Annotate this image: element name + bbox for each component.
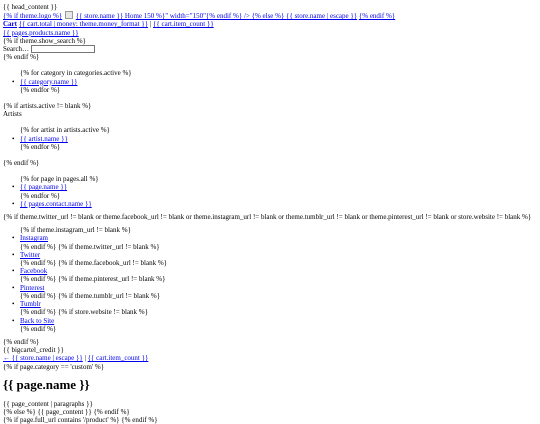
list-item bbox=[20, 284, 537, 300]
arrow-left-icon: ← bbox=[3, 354, 10, 363]
list-item bbox=[20, 317, 537, 333]
search-label: Search… bbox=[3, 45, 30, 54]
list-item bbox=[20, 200, 537, 208]
footer-links-row bbox=[3, 354, 537, 362]
cart-link[interactable]: Cart bbox=[3, 20, 17, 29]
twitter-link[interactable]: Twitter bbox=[20, 250, 41, 259]
pages-list bbox=[3, 183, 537, 191]
cart-separator: | bbox=[149, 20, 152, 29]
cart-total-link[interactable]: {{ cart.total | money: theme.money_format }} bbox=[18, 20, 149, 29]
instagram-endif: {% endif %} bbox=[20, 242, 57, 251]
back-to-site-link[interactable]: Back to Site bbox=[20, 316, 55, 325]
social-list bbox=[3, 234, 537, 332]
pages-endfor: {% endfor %} bbox=[20, 191, 61, 200]
list-item bbox=[20, 251, 537, 267]
categories-for: {% for category in categories.active %} bbox=[20, 69, 132, 78]
website-if: {% if store.website != blank %} bbox=[58, 308, 148, 317]
twitter-if: {% if theme.twitter_url != blank %} bbox=[58, 242, 160, 251]
list-item bbox=[20, 135, 537, 143]
broken-image-icon bbox=[65, 11, 73, 19]
show-search-if: {% if theme.show_search %} bbox=[3, 36, 86, 45]
list-item bbox=[20, 300, 537, 316]
contact-link[interactable]: {{ pages.contact.name }} bbox=[20, 199, 92, 208]
cart-count-link[interactable]: {{ cart.item_count }} bbox=[153, 20, 214, 29]
head-content-text: {{ head_content }} bbox=[3, 3, 58, 11]
category-custom-if: {% if page.category == 'custom' %} bbox=[3, 362, 105, 371]
categories-list bbox=[3, 78, 537, 86]
cart-row bbox=[3, 20, 537, 28]
facebook-endif: {% endif %} bbox=[20, 275, 57, 284]
artists-endif: {% endif %} bbox=[3, 159, 40, 168]
search-input[interactable] bbox=[31, 45, 95, 53]
bigcartel-credit: {{ bigcartel_credit }} bbox=[3, 346, 64, 355]
artists-for: {% for artist in artists.active %} bbox=[20, 126, 110, 135]
page-content-text: {{ page_content | paragraphs }} bbox=[3, 399, 93, 408]
page-title: {{ page.name }} bbox=[3, 376, 90, 392]
instagram-if: {% if theme.instagram_url != blank %} bbox=[20, 226, 131, 235]
social-endif: {% endif %} bbox=[3, 337, 40, 346]
tumblr-endif: {% endif %} bbox=[20, 308, 57, 317]
pinterest-endif: {% endif %} bbox=[20, 291, 57, 300]
list-item bbox=[20, 183, 537, 191]
contact-list bbox=[3, 200, 537, 208]
search-endif: {% endif %} bbox=[3, 53, 40, 62]
page-link[interactable]: {{ page.name }} bbox=[20, 183, 68, 192]
list-item bbox=[20, 78, 537, 86]
artists-list bbox=[3, 135, 537, 143]
pages-for: {% for page in pages.all %} bbox=[20, 175, 99, 184]
categories-endfor: {% endfor %} bbox=[20, 85, 61, 94]
social-if: {% if theme.twitter_url != blank or theme.facebook_url != blank or theme.instagram_url != blank or theme.tumblr_url != blank or theme.pinterest_url != blank or store.website != blank %} bbox=[3, 213, 532, 222]
footer-cart-count-link[interactable]: {{ cart.item_count }} bbox=[87, 354, 149, 363]
website-endif: {% endif %} bbox=[20, 324, 57, 333]
search-row bbox=[3, 45, 537, 53]
footer-separator: | bbox=[84, 354, 86, 363]
pinterest-if: {% if theme.pinterest_url != blank %} bbox=[58, 275, 166, 284]
artist-link[interactable]: {{ artist.name }} bbox=[20, 134, 68, 143]
artists-endfor: {% endfor %} bbox=[20, 142, 61, 151]
artists-if: {% if artists.active != blank %} bbox=[3, 102, 92, 111]
logo-endif-link[interactable]: {% endif %} bbox=[358, 12, 396, 21]
facebook-link[interactable]: Facebook bbox=[20, 267, 48, 276]
artists-heading: Artists bbox=[3, 110, 22, 119]
page-content-else: {% else %} {{ page_content }} {% endif %} bbox=[3, 407, 130, 416]
list-item bbox=[20, 267, 537, 283]
tumblr-if: {% if theme.tumblr_url != blank %} bbox=[58, 291, 161, 300]
store-name-link[interactable]: {{ store.name | escape }} bbox=[286, 12, 358, 21]
back-store-link[interactable] bbox=[3, 354, 83, 362]
pinterest-link[interactable]: Pinterest bbox=[20, 283, 45, 292]
logo-home-link[interactable]: {{ store.name }} Home 150 %}" width="150"{% endif %} /> {% else %} bbox=[75, 12, 287, 21]
footer-store-name: {{ store.name | escape }} bbox=[11, 354, 83, 363]
logo-if-link[interactable]: {% if theme.logo %} bbox=[3, 12, 63, 21]
facebook-if: {% if theme.facebook_url != blank %} bbox=[58, 259, 168, 268]
products-page-link[interactable]: {{ pages.products.name }} bbox=[3, 28, 79, 37]
page-full-url-if: {% if page.full_url contains '/product' %} {% endif %} bbox=[3, 416, 158, 424]
category-link[interactable]: {{ category.name }} bbox=[20, 77, 78, 86]
twitter-endif: {% endif %} bbox=[20, 259, 57, 268]
tumblr-link[interactable]: Tumblr bbox=[20, 300, 41, 309]
header-logo-row bbox=[3, 11, 537, 20]
list-item bbox=[20, 234, 537, 250]
instagram-link[interactable]: Instagram bbox=[20, 234, 48, 243]
